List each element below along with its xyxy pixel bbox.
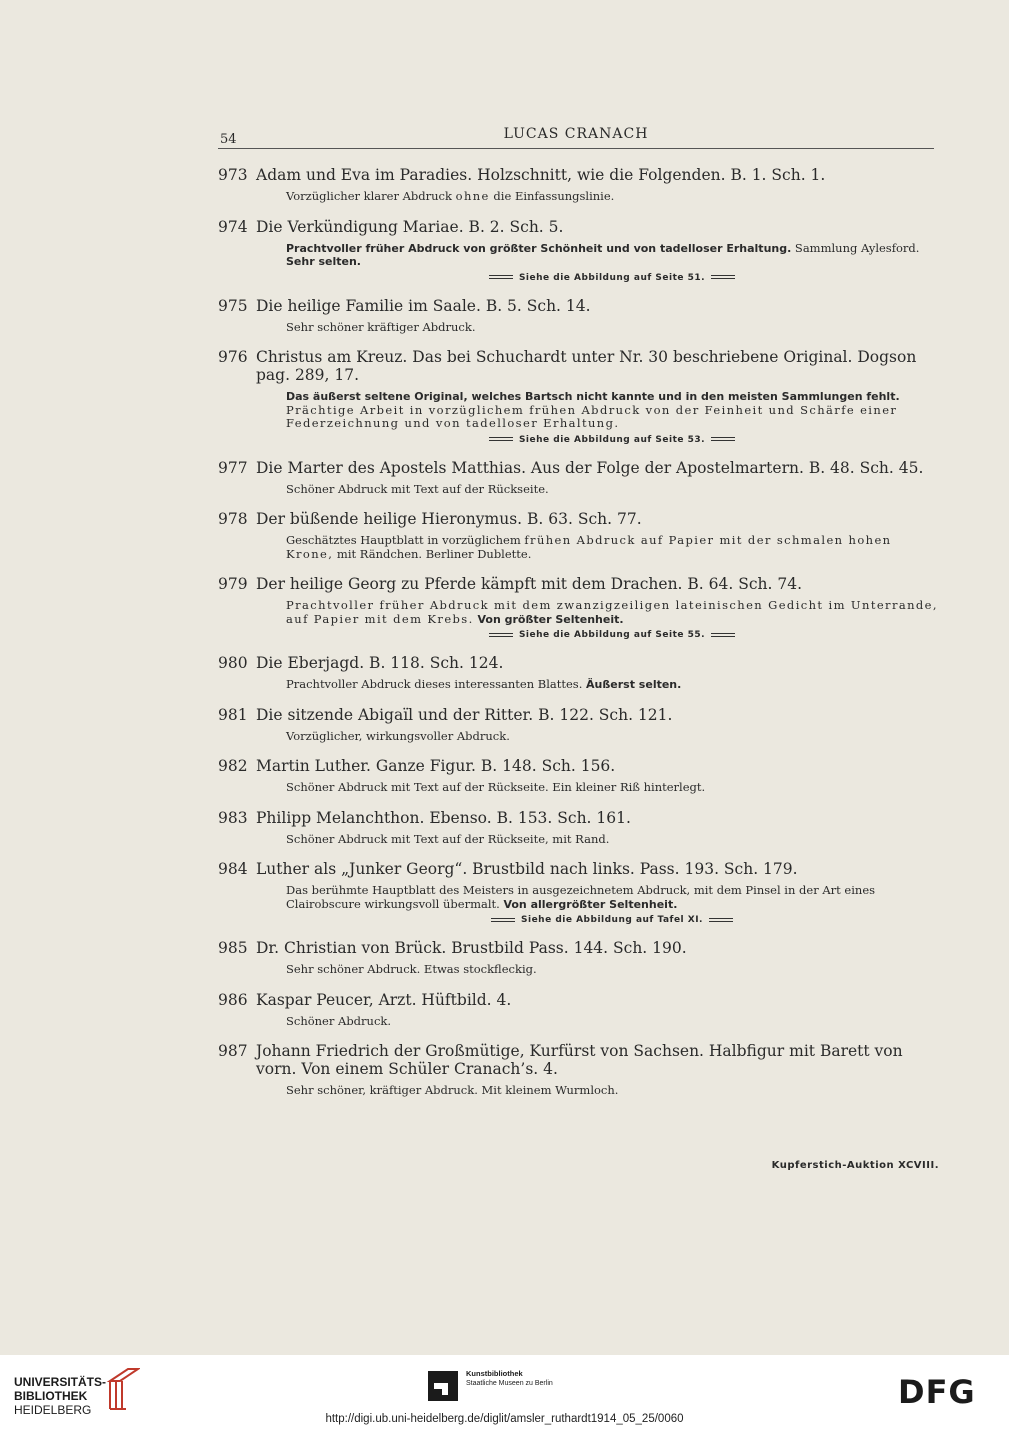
catalog-entry [218,939,938,977]
ub-heidelberg-logo-icon [104,1367,140,1411]
entry-number: 973 [218,166,248,184]
entry-number: 978 [218,510,248,528]
illustration-reference-text: Siehe die Abbildung auf Seite 53. [518,434,706,445]
kunstbibliothek-label [466,1369,553,1389]
entry-title: Der büßende heilige Hieronymus. B. 63. Sch. 77. [256,510,642,528]
description-segment: Sehr schöner Abdruck. Etwas stockfleckig. [286,962,537,976]
description-segment: Sehr selten. [286,255,361,268]
entry-title: Martin Luther. Ganze Figur. B. 148. Sch. 156. [256,757,616,775]
description-segment: mit Rändchen. Berliner Dublette. [333,546,532,561]
entry-number: 977 [218,458,248,477]
illustration-reference-text: Siehe die Abbildung auf Tafel XI. [521,915,703,925]
double-rule [711,275,735,279]
double-rule [491,918,515,922]
entry-title: Kaspar Peucer, Arzt. Hüftbild. 4. [256,990,512,1009]
entry-number: 987 [218,1042,248,1060]
catalog-entries [218,166,938,1112]
ub-line-1: UNIVERSITÄTS- [14,1375,107,1389]
entry-number: 981 [218,705,248,724]
entry-title-line [218,297,938,315]
entry-title: Der heilige Georg zu Pferde kämpft mit dem Drachen. B. 64. Sch. 74. [256,575,803,593]
entry-title: Die sitzende Abigaïl und der Ritter. B. 122. Sch. 121. [256,705,673,724]
entry-number: 983 [218,808,248,827]
ub-line-3: HEIDELBERG [14,1403,92,1417]
entry-description [218,963,938,977]
catalog-entry [218,757,938,795]
double-rule [709,918,733,922]
description-segment: Schöner Abdruck mit Text auf der Rückseite, mit Rand. [286,831,610,846]
entry-title-line [218,1042,938,1078]
entry-title-line [218,459,938,477]
description-segment: Schöner Abdruck. [286,1013,392,1028]
entry-description [218,781,938,795]
entry-number: 979 [218,575,248,593]
entry-description [218,190,938,204]
catalog-entry [218,166,938,204]
catalog-entry [218,218,938,283]
page-url[interactable]: http://digi.ub.uni-heidelberg.de/diglit/amsler_ruthardt1914_05_25/0060 [325,1413,684,1425]
illustration-reference [218,915,938,925]
entry-number: 980 [218,654,248,672]
entry-description [218,534,938,561]
description-segment: Schöner Abdruck mit Text auf der Rückseite. [286,481,549,496]
entry-title-line [218,654,938,672]
entry-title-line [218,991,938,1009]
catalog-entry [218,297,938,335]
catalog-entry [218,860,938,925]
entry-title: Die Eberjagd. B. 118. Sch. 124. [256,654,504,672]
entry-title: Die Marter des Apostels Matthias. Aus der Folge der Apostelmartern. B. 48. Sch. 45. [256,458,924,477]
description-segment: Prachtvoller früher Abdruck von größter Schönheit und von tadelloser Erhaltung. [286,241,792,255]
kunstbibliothek-title: Kunstbibliothek [466,1369,523,1378]
entry-title-line [218,809,938,827]
description-segment: Vorzüglicher klarer Abdruck [286,189,456,203]
illustration-reference [218,435,938,445]
entry-title-line [218,575,938,593]
description-segment: ohne [455,189,490,203]
description-segment: die Einfassungslinie. [489,189,615,203]
entry-description [218,833,938,847]
entry-title: Adam und Eva im Paradies. Holzschnitt, wie die Folgenden. B. 1. Sch. 1. [256,166,826,184]
entry-title-line [218,510,938,528]
description-segment: Schöner Abdruck mit Text auf der Rückseite. Ein kleiner Riß hinterlegt. [286,780,706,794]
entry-description [218,599,938,626]
description-segment: Sehr schöner kräftiger Abdruck. [286,319,476,334]
entry-title-line [218,939,938,957]
entry-number: 975 [218,296,248,315]
page-header [218,126,934,149]
illustration-reference-text: Siehe die Abbildung auf Seite 55. [518,630,706,640]
illustration-reference [218,630,938,640]
entry-description [218,884,938,911]
entry-title: Die Verkündigung Mariae. B. 2. Sch. 5. [256,217,564,236]
entry-title: Philipp Melanchthon. Ebenso. B. 153. Sch. 161. [256,808,631,827]
catalog-entry [218,510,938,561]
entry-number: 985 [218,939,248,957]
description-segment: Prachtvoller Abdruck dieses interessanten Blattes. [286,677,587,691]
entry-number: 984 [218,860,248,878]
ub-heidelberg-wordmark[interactable] [14,1375,106,1417]
catalog-entry [218,706,938,744]
description-segment: Sehr schöner, kräftiger Abdruck. Mit kleinem Wurmloch. [286,1083,619,1097]
entry-title: Johann Friedrich der Großmütige, Kurfürst von Sachsen. Halbfigur mit Barett von vorn. Von einem Schüler Cranach’s. 4. [256,1042,903,1078]
kunstbibliothek-logo-icon [428,1371,458,1401]
catalog-entry [218,991,938,1029]
double-rule [711,437,735,441]
catalog-entry [218,809,938,847]
entry-number: 982 [218,757,248,775]
entry-title-line [218,166,938,184]
description-segment: Prachtvoller früher Abdruck mit dem zwanzigzeiligen lateinischen Gedicht im Unterrande, auf Papier mit dem Krebs. [286,598,938,626]
ub-line-2: BIBLIOTHEK [14,1389,88,1403]
catalog-entry [218,348,938,445]
description-segment: Das äußerst seltene Original, welches Bartsch nicht kannte und in den meisten Sammlungen fehlt. [286,390,900,403]
entry-title-line [218,706,938,724]
entry-number: 986 [218,990,248,1009]
double-rule [489,633,513,637]
illustration-reference [218,273,938,283]
entry-title: Die heilige Familie im Saale. B. 5. Sch. 14. [256,296,591,315]
entry-description [218,1015,938,1029]
double-rule [489,275,513,279]
entry-title: Dr. Christian von Brück. Brustbild Pass. 144. Sch. 190. [256,939,687,957]
description-segment: Vorzüglicher, wirkungsvoller Abdruck. [286,728,510,743]
entry-title-line [218,348,938,384]
entry-title-line [218,218,938,236]
entry-title-line [218,860,938,878]
entry-description [218,390,938,431]
running-title: LUCAS CRANACH [503,126,649,142]
catalog-entry [218,575,938,640]
description-segment: Sammlung Aylesford. [791,240,920,255]
illustration-reference-text: Siehe die Abbildung auf Seite 51. [518,272,706,283]
double-rule [489,437,513,441]
description-segment: Von größter Seltenheit. [473,612,624,626]
entry-description [218,321,938,335]
catalog-entry [218,654,938,692]
dfg-logo[interactable]: DFG [898,1373,976,1411]
entry-description [218,678,938,692]
double-rule [711,633,735,637]
entry-title-line [218,757,938,775]
viewer-bottom-bar [0,1355,1009,1430]
entry-title: Christus am Kreuz. Das bei Schuchardt unter Nr. 30 beschriebene Original. Dogson pag. 289, 17. [256,348,917,384]
entry-description [218,730,938,744]
kunstbibliothek-subtitle: Staatliche Museen zu Berlin [466,1380,553,1387]
entry-number: 976 [218,348,248,366]
entry-description [218,483,938,497]
description-segment: frühen Abdruck auf Papier mit der schmalen hohen Krone, [286,533,892,561]
catalog-entry [218,1042,938,1098]
description-segment: Prächtige Arbeit in vorzüglichem frühen Abdruck von der Feinheit und Schärfe einer Federzeichnung und von tadelloser Erhaltung. [286,402,898,430]
catalog-entry [218,459,938,497]
entry-number: 974 [218,217,248,236]
entry-description [218,1084,938,1098]
description-segment: Von allergrößter Seltenheit. [503,897,678,911]
entry-title: Luther als „Junker Georg“. Brustbild nach links. Pass. 193. Sch. 179. [256,860,798,878]
description-segment: Äußerst selten. [586,678,682,691]
description-segment: Geschätztes Hauptblatt in vorzüglichem [286,533,525,547]
catalog-footer: Kupferstich-Auktion XCVIII. [771,1160,939,1171]
page-number: 54 [220,132,237,147]
description-segment: Das berühmte Hauptblatt des Meisters in ausgezeichnetem Abdruck, mit dem Pinsel in der Art eines Clairobscure wirkungsvoll übermalt. [286,883,876,911]
entry-description [218,242,938,269]
